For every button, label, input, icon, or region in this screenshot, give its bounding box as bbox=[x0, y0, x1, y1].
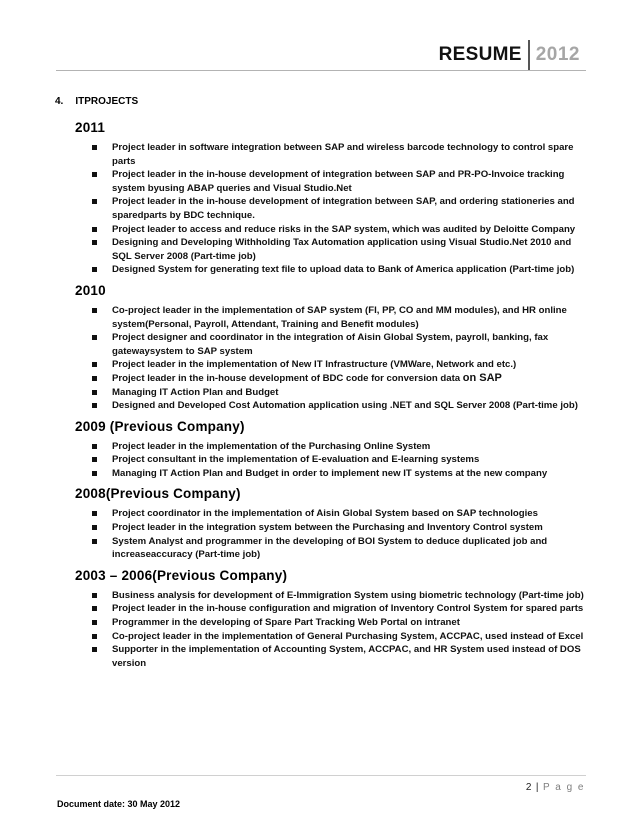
bullet-icon bbox=[92, 335, 97, 340]
bullet-icon bbox=[92, 403, 97, 408]
project-list bbox=[75, 141, 590, 277]
list-item: Project leader in the integration system between the Purchasing and Inventory Control system bbox=[75, 521, 590, 535]
project-list bbox=[75, 304, 590, 413]
section-heading bbox=[55, 96, 138, 107]
resume-title: RESUME bbox=[438, 44, 522, 65]
year-group-2010 bbox=[75, 283, 590, 413]
year-heading: 2003 – 2006(Previous Company) bbox=[75, 567, 288, 583]
list-item: System Analyst and programmer in the developing of BOI System to deduce duplicated job and increaseaccuracy (Part-time job) bbox=[75, 535, 590, 562]
project-list bbox=[75, 589, 590, 671]
year-heading: 2010 bbox=[75, 282, 106, 298]
bullet-icon bbox=[92, 199, 97, 204]
list-item: Managing IT Action Plan and Budget in order to implement new IT systems at the new company bbox=[75, 467, 590, 481]
bullet-icon bbox=[92, 227, 97, 232]
list-item: Project designer and coordinator in the integration of Aisin Global System, payroll, banking, fax gatewaysystem to SAP system bbox=[75, 331, 590, 358]
bullet-icon bbox=[92, 240, 97, 245]
bullet-icon bbox=[92, 647, 97, 652]
header-rule bbox=[56, 70, 586, 71]
project-list bbox=[75, 507, 590, 561]
bullet-icon bbox=[92, 267, 97, 272]
bullet-icon bbox=[92, 308, 97, 313]
list-item: Business analysis for development of E-Immigration System using biometric technology (Part-time job) bbox=[75, 589, 590, 603]
year-group-2011 bbox=[75, 120, 590, 277]
year-heading: 2011 bbox=[75, 120, 106, 135]
year-group-2003-2006 bbox=[75, 568, 590, 671]
list-item: Project consultant in the implementation of E-evaluation and E-learning systems bbox=[75, 453, 590, 467]
bullet-icon bbox=[92, 145, 97, 150]
bullet-icon bbox=[92, 444, 97, 449]
list-item: Project leader in software integration between SAP and wireless barcode technology to control spare parts bbox=[75, 141, 590, 168]
projects-content bbox=[75, 116, 590, 676]
list-item: Project leader in the implementation of New IT Infrastructure (VMWare, Network and etc.) bbox=[75, 358, 590, 372]
bullet-icon bbox=[92, 593, 97, 598]
section-title: ITPROJECTS bbox=[75, 96, 139, 107]
list-item: Project leader in the in-house development of integration between SAP, and ordering stationeries and sparedparts by BDC technique. bbox=[75, 195, 590, 222]
sap-emphasis: on SAP bbox=[462, 371, 502, 384]
list-item: Co-project leader in the implementation of SAP system (FI, PP, CO and MM modules), and HR online system(Personal, Payroll, Attendant, Training and Benefit modules) bbox=[75, 304, 590, 331]
page-word: P a g e bbox=[542, 782, 585, 793]
bullet-icon bbox=[92, 525, 97, 530]
bullet-icon bbox=[92, 539, 97, 544]
bullet-icon bbox=[92, 606, 97, 611]
list-item: Managing IT Action Plan and Budget bbox=[75, 386, 590, 400]
list-item: Project coordinator in the implementation of Aisin Global System based on SAP technologies bbox=[75, 507, 590, 521]
resume-header bbox=[439, 40, 580, 70]
list-item: Project leader to access and reduce risks in the SAP system, which was audited by Deloitte Company bbox=[75, 223, 590, 237]
list-item: Project leader in the in-house development of BDC code for conversion data on SAP bbox=[75, 372, 590, 386]
list-item: Project leader in the implementation of the Purchasing Online System bbox=[75, 440, 590, 454]
bullet-icon bbox=[92, 511, 97, 516]
bullet-icon bbox=[92, 390, 97, 395]
page-number bbox=[526, 782, 585, 793]
bullet-icon bbox=[92, 471, 97, 476]
page-number-value: 2 bbox=[525, 782, 533, 793]
list-item: Designed System for generating text file to upload data to Bank of America application (Part-time job) bbox=[75, 263, 590, 277]
list-item: Designing and Developing Withholding Tax Automation application using Visual Studio.Net 2010 and SQL Server 2008 (Part-time job) bbox=[75, 236, 590, 263]
year-group-2008 bbox=[75, 486, 590, 561]
list-item: Project leader in the in-house configuration and migration of Inventory Control System for spared parts bbox=[75, 602, 590, 616]
bullet-icon bbox=[92, 620, 97, 625]
list-item: Supporter in the implementation of Accounting System, ACCPAC, and HR System used instead of DOS version bbox=[75, 643, 590, 670]
bullet-icon bbox=[92, 172, 97, 177]
list-item: Co-project leader in the implementation of General Purchasing System, ACCPAC, used instead of Excel bbox=[75, 630, 590, 644]
resume-year: 2012 bbox=[535, 44, 580, 65]
bullet-icon bbox=[92, 457, 97, 462]
bullet-icon bbox=[92, 376, 97, 381]
project-list bbox=[75, 440, 590, 481]
year-heading: 2008(Previous Company) bbox=[75, 486, 241, 502]
bullet-icon bbox=[92, 362, 97, 367]
list-item: Project leader in the in-house development of integration between SAP and PR-PO-Invoice tracking system byusing ABAP queries and Visual Studio.Net bbox=[75, 168, 590, 195]
footer-rule bbox=[56, 775, 586, 776]
page-separator: | bbox=[535, 782, 540, 793]
year-heading: 2009 (Previous Company) bbox=[75, 418, 245, 434]
list-item: Programmer in the developing of Spare Part Tracking Web Portal on intranet bbox=[75, 616, 590, 630]
bullet-icon bbox=[92, 634, 97, 639]
section-number: 4. bbox=[55, 96, 64, 107]
document-date: Document date: 30 May 2012 bbox=[57, 799, 181, 809]
list-item: Designed and Developed Cost Automation application using .NET and SQL Server 2008 (Part-time job) bbox=[75, 399, 590, 413]
year-group-2009 bbox=[75, 419, 590, 481]
